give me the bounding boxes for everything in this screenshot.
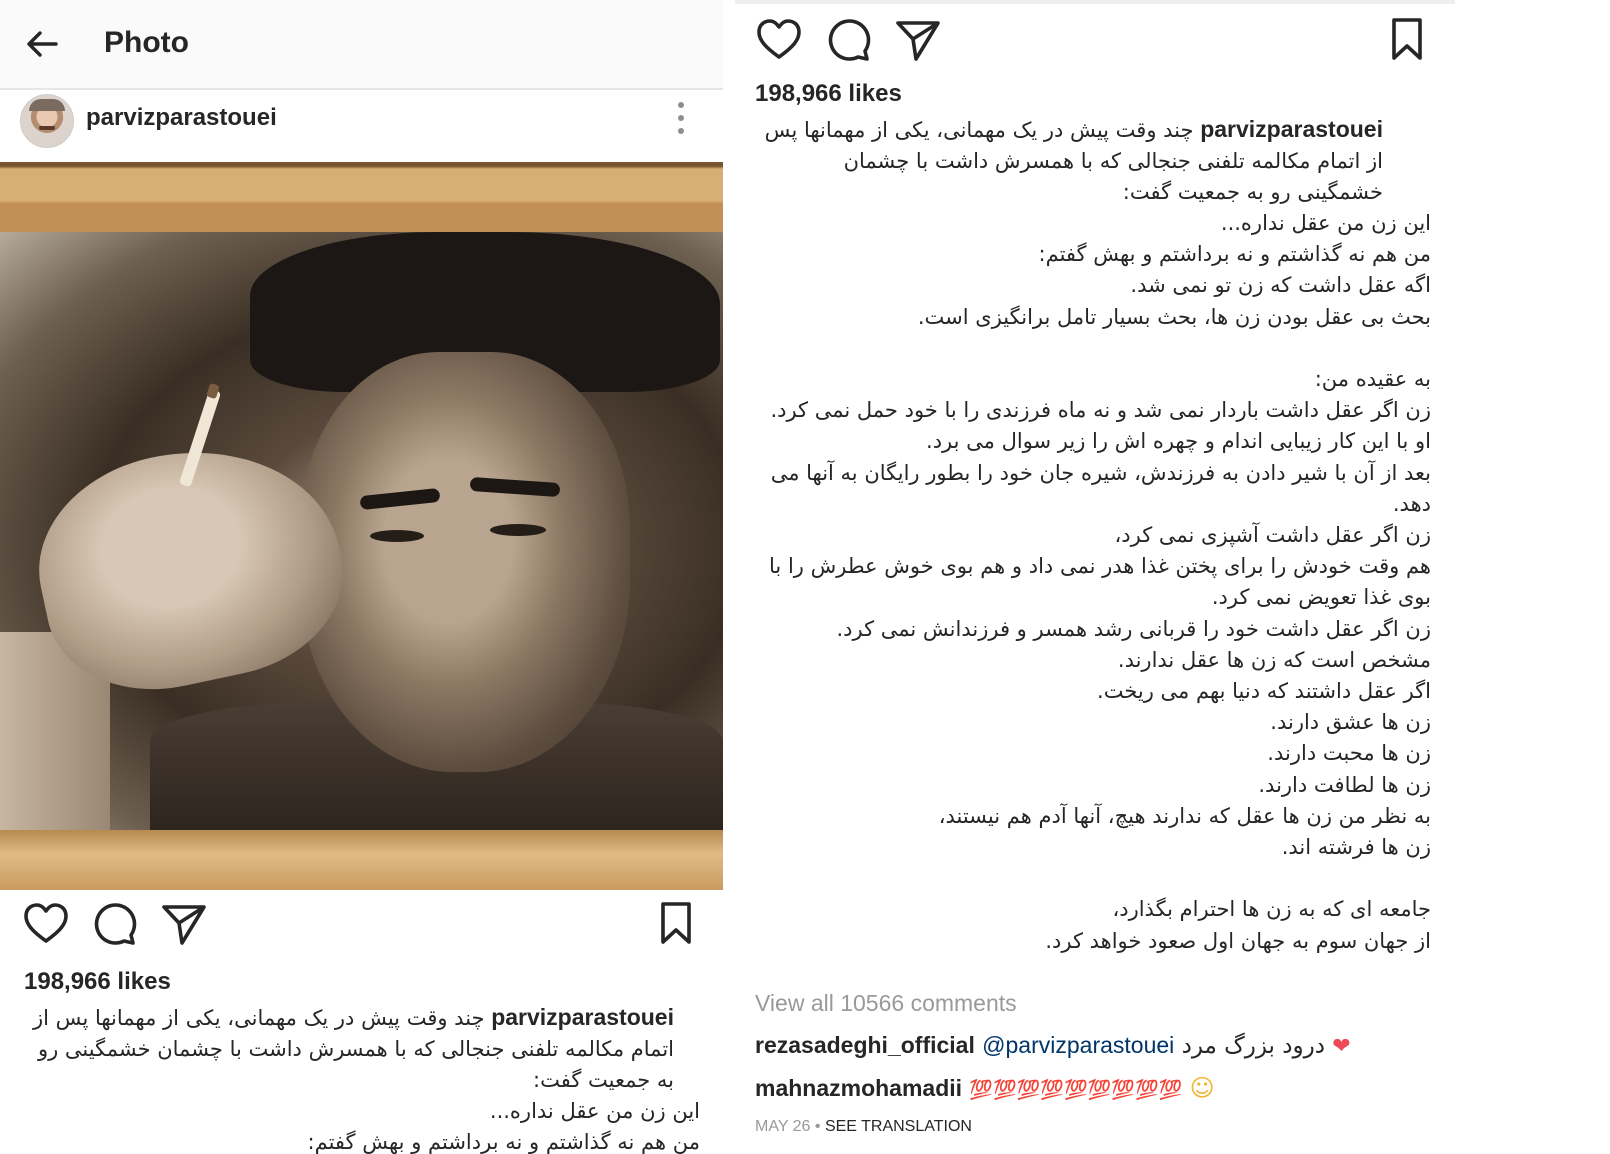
comment-username[interactable]: mahnazmohamadii	[755, 1075, 963, 1101]
post-actions	[0, 900, 723, 960]
comment-icon	[91, 900, 139, 948]
comment-button[interactable]	[91, 900, 139, 948]
caption-line: زن اگر عقل داشت باردار نمی شد و نه ماه فرزندی را با خود حمل نمی کرد.	[770, 398, 1431, 423]
post-photo[interactable]	[0, 162, 723, 890]
post-actions	[735, 16, 1455, 76]
post-date: MAY 26	[755, 1118, 811, 1135]
page-title: Photo	[104, 26, 189, 59]
caption-line: زن اگر عقل داشت آشپزی نمی کرد،	[1114, 523, 1431, 548]
share-button[interactable]	[160, 900, 208, 948]
likes-count[interactable]: 198,966 likes	[755, 80, 902, 107]
caption-intro-text: چند وقت پیش در یک مهمانی، یکی از مهمانها پس از اتمام مکالمه تلفنی جنجالی که با همسرش داشت با چشمان خشمگینی رو به جمعیت گفت:	[764, 118, 1383, 204]
bookmark-icon	[652, 900, 700, 948]
like-button[interactable]	[22, 900, 70, 948]
see-translation-link[interactable]: SEE TRANSLATION	[824, 1118, 972, 1135]
avatar[interactable]	[20, 94, 74, 148]
caption-line: این زن من عقل نداره...	[489, 1099, 700, 1123]
top-app-bar	[0, 0, 723, 90]
heart-icon	[22, 900, 70, 948]
caption-line: بوی غذا تعویض نمی کرد.	[1211, 585, 1431, 610]
comment-icon	[825, 16, 873, 64]
caption-username[interactable]: parvizparastouei	[1200, 116, 1383, 142]
caption-line: اگه عقل داشت که زن تو نمی شد.	[1130, 273, 1431, 298]
caption-line: من هم نه گذاشتم و نه برداشتم و بهش گفتم:	[1038, 242, 1431, 267]
caption-line: اگر عقل داشتند که دنیا بهم می ریخت.	[1097, 679, 1431, 704]
caption-line: زن ها عشق دارند.	[1270, 710, 1431, 735]
caption-line: بعد از آن با شیر دادن به فرزندش، شیره جان خود را بطور رایگان به آنها می	[770, 460, 1431, 485]
caption-line: به نظر من زن ها عقل که ندارند هیچ، آنها آدم هم نیستند،	[938, 803, 1431, 828]
heart-icon	[755, 16, 803, 64]
panel-divider	[723, 0, 735, 1154]
caption-intro-text: چند وقت پیش در یک مهمانی، یکی از مهمانها پس از اتمام مکالمه تلفنی جنجالی که با همسرش داشت با چشمان خشمگینی رو به جمعیت گفت:	[33, 1006, 674, 1092]
likes-count[interactable]: 198,966 likes	[24, 968, 171, 995]
post-caption-body-left	[24, 1096, 700, 1154]
caption-line: من هم نه گذاشتم و نه برداشتم و بهش گفتم:	[307, 1130, 700, 1154]
comment-mention[interactable]: @parvizparastouei	[982, 1032, 1175, 1058]
share-icon	[894, 16, 942, 64]
caption-line: مشخص است که زن ها عقل ندارند.	[1117, 647, 1431, 672]
view-all-comments-link[interactable]: View all 10566 comments	[755, 990, 1017, 1016]
hundred-points-emoji-icon: 💯💯💯💯💯💯💯💯💯	[969, 1079, 1183, 1101]
caption-line: زن اگر عقل داشت خود را قربانی رشد همسر و فرزندانش نمی کرد.	[836, 616, 1431, 641]
comment-row	[755, 1074, 1215, 1102]
caption-username[interactable]: parvizparastouei	[491, 1004, 674, 1030]
share-icon	[160, 900, 208, 948]
caption-line: زن ها لطافت دارند.	[1258, 772, 1431, 797]
post-meta	[755, 1118, 972, 1136]
meta-separator: •	[810, 1118, 825, 1135]
caption-line: این زن من عقل نداره...	[1220, 211, 1431, 235]
post-caption-intro	[755, 114, 1383, 208]
caption-line: زن ها محبت دارند.	[1267, 741, 1431, 766]
comment-button[interactable]	[825, 16, 873, 64]
caption-line: زن ها فرشته اند.	[1281, 835, 1431, 860]
caption-line: از جهان سوم به جهان اول صعود خواهد کرد.	[1045, 928, 1431, 953]
post-header	[0, 90, 723, 162]
smile-emoji-icon: ☺	[1189, 1074, 1215, 1102]
heart-emoji-icon: ❤	[1332, 1034, 1351, 1059]
comment-row	[755, 1032, 1351, 1059]
caption-line: هم وقت خودش را برای پختن غذا هدر نمی داد و هم بوی خوش عطرش را با	[769, 554, 1431, 579]
left-post-panel	[0, 0, 723, 1154]
bookmark-icon	[1383, 16, 1431, 64]
caption-line: به عقیده من:	[1314, 367, 1431, 391]
back-arrow-icon	[22, 24, 62, 64]
post-caption-body	[755, 208, 1431, 957]
caption-line: او با این کار زیبایی اندام و چهره اش را زیر سوال می برد.	[926, 429, 1431, 454]
bookmark-button[interactable]	[652, 900, 700, 948]
like-button[interactable]	[755, 16, 803, 64]
post-username[interactable]: parvizparastouei	[86, 104, 277, 131]
caption-blank-line	[755, 863, 1431, 894]
post-caption-intro	[24, 1002, 674, 1096]
comment-username[interactable]: rezasadeghi_official	[755, 1032, 975, 1058]
more-options-button[interactable]	[670, 102, 692, 138]
right-post-panel	[735, 0, 1610, 1154]
back-button[interactable]	[22, 24, 62, 64]
caption-line: بحث بی عقل بودن زن ها، بحث بسیار تامل برانگیزی است.	[917, 304, 1431, 329]
share-button[interactable]	[894, 16, 942, 64]
caption-line: جامعه ای که به زن ها احترام بگذارد،	[1112, 897, 1431, 922]
caption-line: دهد.	[1392, 491, 1431, 516]
bookmark-button[interactable]	[1383, 16, 1431, 64]
caption-blank-line	[755, 333, 1431, 364]
comment-text: درود بزرگ مرد	[1181, 1033, 1325, 1059]
